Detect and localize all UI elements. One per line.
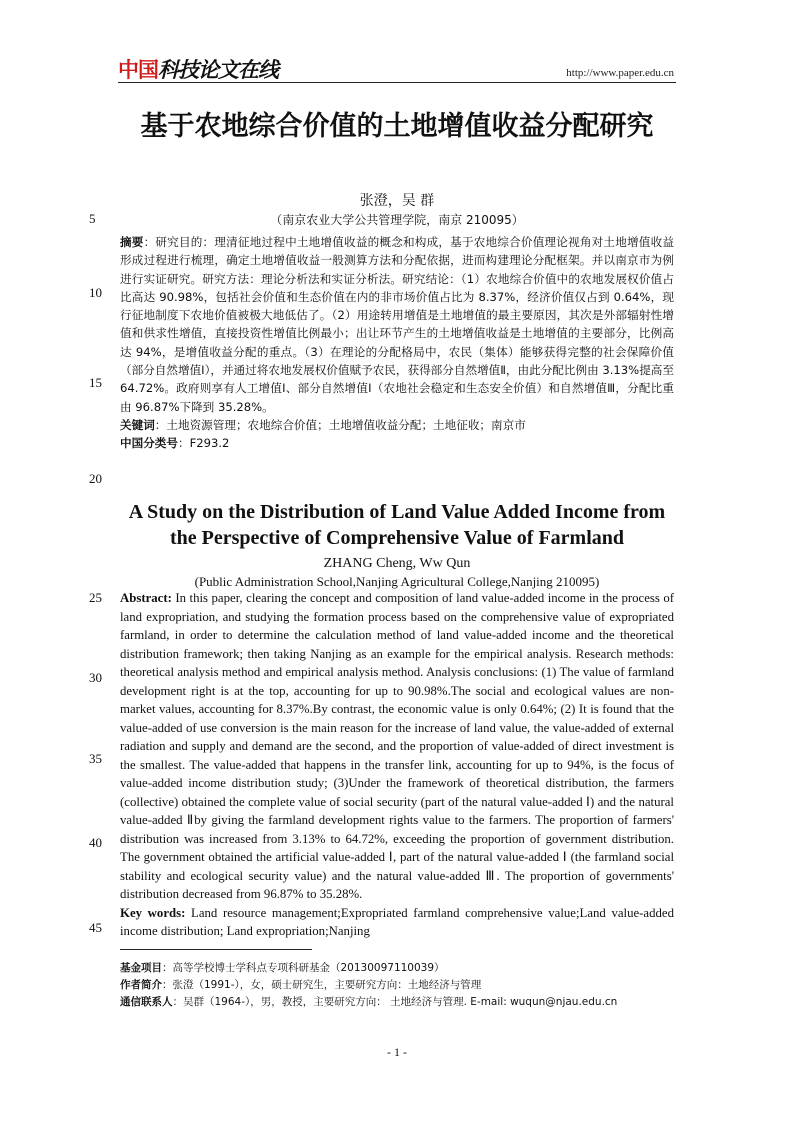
chinese-title: 基于农地综合价值的土地增值收益分配研究 <box>140 111 654 142</box>
english-keywords <box>120 904 674 941</box>
header-url[interactable]: http://www.paper.edu.cn <box>566 67 674 79</box>
chinese-keywords-label: 关键词 <box>120 417 155 432</box>
logo-red-text: 中国 <box>118 58 158 82</box>
line-number: 10 <box>89 285 102 300</box>
english-abstract-label: Abstract: <box>120 591 172 605</box>
chinese-keywords <box>120 416 674 434</box>
header-rule <box>118 82 676 83</box>
line-number: 25 <box>89 590 102 605</box>
line-number: 15 <box>89 375 102 390</box>
line-number: 30 <box>89 670 102 685</box>
footnote-funding <box>120 960 680 977</box>
english-abstract-section <box>120 589 674 941</box>
footnote-label: 通信联系人 <box>120 996 173 1008</box>
footnote-text: ：吴群（1964-），男，教授，主要研究方向： 土地经济与管理. E-mail: wuqun@njau.edu.cn <box>172 996 618 1008</box>
english-authors: ZHANG Cheng, Ww Qun <box>323 556 471 571</box>
chinese-classification-text: ：F293.2 <box>177 436 230 451</box>
chinese-authors: 张澄，吴 群 <box>359 193 435 209</box>
chinese-affiliation: （南京农业大学公共管理学院，南京 210095） <box>270 213 524 227</box>
english-abstract-text: In this paper, clearing the concept and composition of land value-added income in the process of land expropriation, and studying the formation process based on the comprehensive value of expropriated farmland, in order to determine the calculation method of land value-added income and the theoretical distribution framework; then taking Nanjing as an example for the empirical analysis. Research methods: theoretical analysis method and empirical analysis method. Analysis conclusions: (1) The value of farmland development right is at the top, accounting for up to 90.98%.The social and ecological values are non-market values, accounting for 8.37%.By contrast, the economic value is only 0.64%; (2) It is found that the value-added of use conversion is the main reason for the increase of land value, the value-added of external radiation and supply and demand are the second, and the proportion of value-added of direct investment is the smallest. The value-added that happens in the transfer link, accounting for up to 94%, is the focus of value-added income distribution study; (3)Under the framework of theoretical distribution, the farmers (collective) obtained the complete value of social security (part of the natural value-added Ⅰ) and the natural value-added Ⅱby giving the farmland development rights value to the farmers. The proportion of farmers' distribution was increased from 3.13% to 64.72%, exceeding the proportion of government distribution. The government obtained the artificial value-added Ⅰ, part of the natural value-added Ⅰ (the farmland social stability and ecological security value) and the natural value-added Ⅲ. The proportion of governments' distribution decreased from 96.87% to 35.28%. <box>120 591 674 901</box>
english-keywords-label: Key words: <box>120 905 186 920</box>
chinese-abstract-section <box>120 233 674 453</box>
line-number: 45 <box>89 920 102 935</box>
line-number: 5 <box>89 211 96 226</box>
chinese-abstract-label: 摘要 <box>120 235 144 249</box>
footnote-text: ：张澄（1991-），女，硕士研究生，主要研究方向：土地经济与管理 <box>162 979 482 991</box>
footnote-text: ：高等学校博士学科点专项科研基金（20130097110039） <box>162 962 445 974</box>
chinese-abstract <box>120 233 674 416</box>
line-number: 40 <box>89 835 102 850</box>
english-keywords-text: Land resource management;Expropriated farmland comprehensive value;Land value-added income distribution; Land expropriation;Nanjing <box>120 905 674 938</box>
line-number: 20 <box>89 471 102 486</box>
chinese-classification <box>120 434 674 452</box>
chinese-keywords-text: ：土地资源管理；农地综合价值；土地增值收益分配；土地征收；南京市 <box>154 417 526 432</box>
site-logo <box>118 58 278 82</box>
footnote-label: 作者简介 <box>120 979 162 991</box>
footnotes <box>120 960 680 1011</box>
page-number: - 1 - <box>387 1045 407 1059</box>
footnote-label: 基金项目 <box>120 962 162 974</box>
footnote-corresponding <box>120 994 680 1011</box>
logo-black-text: 科技论文在线 <box>158 58 278 82</box>
english-abstract <box>120 589 674 904</box>
footnote-rule <box>120 949 312 950</box>
line-number: 35 <box>89 751 102 766</box>
chinese-abstract-text: ：研究目的：理清征地过程中土地增值收益的概念和构成，基于农地综合价值理论视角对土地增值收益形成过程进行梳理，确定土地增值收益一般测算方法和分配依据，进而构建理论分配框架。并以南京市为例进行实证研究。研究方法：理论分析法和实证分析法。研究结论：（1）农地综合价值中的农地发展权价值占比高达 90.98%，包括社会价值和生态价值在内的非市场价值占比为 8.37%，经济价值仅占到 0.64%，现行征地制度下农地价值被极大地低估了。（2）用途转用增值是土地增值的最主要原因，其次是外部辐射性增值和供求性增值，直接投资性增值比例最小；出让环节产生的土地增值收益是土地增值的主要部分，比例高达 94%，是增值收益分配的重点。（3）在理论的分配格局中，农民（集体）能够获得完整的社会保障价值（部分自然增值Ⅰ），并通过将农地发展权价值赋予农民，获得部分自然增值Ⅱ，由此分配比例由 3.13%提高至 64.72%。政府则享有人工增值Ⅰ、部分自然增值Ⅰ（农地社会稳定和生态安全价值）和自然增值Ⅲ，分配比重由 96.87%下降到 35.28%。 <box>120 235 674 414</box>
english-title: A Study on the Distribution of Land Value Added Income from the Perspective of Comprehensive Value of Farmland <box>128 501 666 549</box>
chinese-classification-label: 中国分类号 <box>120 436 178 451</box>
english-affiliation: (Public Administration School,Nanjing Agricultural College,Nanjing 210095) <box>194 574 600 589</box>
footnote-author-bio <box>120 977 680 994</box>
